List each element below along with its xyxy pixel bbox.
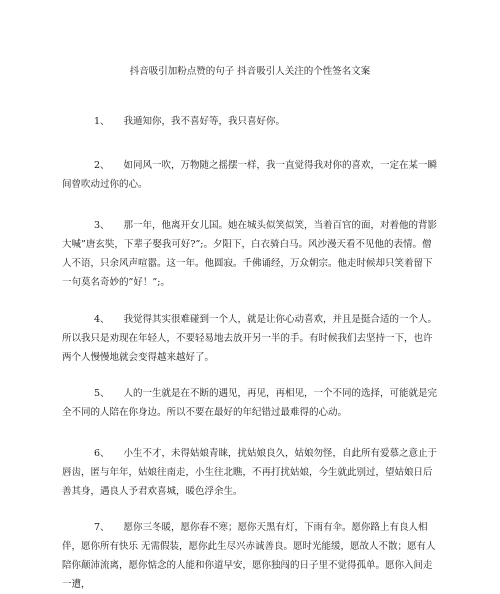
paragraph-text: 如同风一吹，万物随之摇摆一样，我一直觉得我对你的喜欢，一定在某一瞬间曾吹动过你的心。	[62, 160, 438, 190]
paragraph-number: 5、	[94, 388, 110, 399]
paragraph-number: 3、	[94, 220, 110, 231]
paragraph-number: 4、	[94, 314, 110, 325]
paragraph-number: 1、	[94, 116, 110, 127]
paragraph-2	[62, 156, 438, 194]
paragraph-number: 6、	[94, 448, 110, 459]
paragraph-4	[62, 310, 438, 367]
paragraph-7	[62, 518, 438, 594]
document-title: 抖音吸引加粉点赞的句子 抖音吸引人关注的个性签名文案	[129, 66, 371, 77]
paragraph-6	[62, 444, 438, 501]
paragraph-text: 愿你三冬暖，愿你春不寒；愿你天黑有灯，下雨有伞。愿你路上有良人相伴，愿你所有快乐 无需假装，愿你此生尽兴赤诚善良。愿时光能缓，愿故人不散；愿有人陪你颠沛流离，愿你惦念的人能和你道早安，愿你独闯的日子里不觉得孤单。愿你入间走一遭，	[62, 522, 436, 590]
paragraph-number: 2、	[94, 160, 110, 171]
paragraph-number: 7、	[94, 522, 110, 533]
paragraph-3	[62, 216, 438, 292]
paragraph-text: 我遁知你，我不喜好等，我只喜好你。	[123, 116, 286, 127]
paragraph-1	[62, 112, 438, 131]
paragraph-text: 小生不才，未得姑娘青睐，扰姑娘良久，姑娘勿怪，自此所有爱慕之意止于唇齿，匿与年年，姑娘往南走，小生往北瞧，不再打扰姑娘，今生就此别过，望姑娘日后善其身，遇良人予君欢喜城，暖色浮余生。	[62, 448, 438, 497]
paragraph-text: 人的一生就是在不断的遇见，再见，再相见，一个不同的选择，可能就是完全不同的人陪在你身边。所以不要在最好的年纪错过最难得的心动。	[62, 388, 438, 418]
paragraph-5	[62, 384, 438, 422]
paragraph-text: 那一年，他离开女儿国。她在城头似笑似笑，当着百官的面，对着他的背影大喊”唐玄奘，下辈子娶我可好?”;。夕阳下，白衣骑白马。风沙漫天看不见他的表情。僧人不语，只余风声喧嚣。这一年。他圆寂。千佛诵经，万众朝宗。他走时候却只笑着留下一句莫名奇妙的”好！”;。	[62, 220, 438, 288]
paragraph-text: 我觉得其实很难碰到一个人，就是让你心动喜欢，并且是挺合适的一个人。所以我只是劝现在年轻人，不要轻易地去放开另一半的手。有时候我们去坚持一下，也许两个人慢慢地就会变得越来越好了。	[62, 314, 438, 363]
